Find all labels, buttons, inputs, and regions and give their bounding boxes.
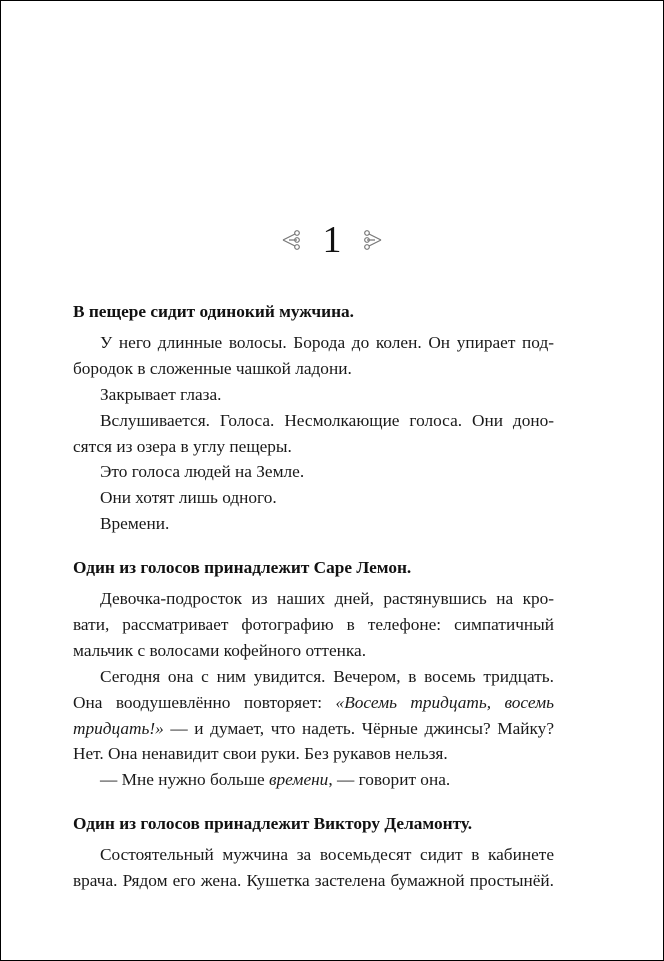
section-heading: Один из голосов принадлежит Саре Лемон. [73,558,412,578]
text-line [73,842,554,868]
text-span: Закрывает глаза. [100,384,222,404]
text-line [73,586,554,612]
text-line [73,767,554,793]
text-span: Времени. [100,514,170,534]
text-line [73,459,554,485]
italic-text: времени [269,770,329,790]
text-span: мальчик с волосами кофейного оттенка. [73,640,367,660]
text-line [73,382,554,408]
text-span: Нет. Она ненавидит свои руки. Без рукавов нельзя. [73,744,448,764]
text-line [73,690,554,716]
text-span: вати, рассматривает фотографию в телефоне: симпатичный [73,615,554,635]
section [73,555,554,793]
text-span: бородок в сложенные чашкой ладони. [73,358,352,378]
text-span: — и думает, что надеть. Чёрные джинсы? Майку? [163,718,554,738]
section-heading: В пещере сидит одинокий мужчина. [73,302,355,321]
text-line [73,868,554,894]
text-line [73,511,554,537]
text-span: Сегодня она с ним увидится. Вечером, в восемь тридцать. [100,666,554,686]
text-span: врача. Рядом его жена. Кушетка застелена бумажной простынёй. [73,871,554,891]
text-span: У него длинные волосы. Борода до колен. Он упирает под- [100,333,554,352]
ornament-left-icon [281,229,303,251]
text-line [73,408,554,434]
italic-text: тридцать!» [73,718,164,738]
italic-text: «Восемь тридцать, восемь [335,692,555,712]
text-span: Это голоса людей на Земле. [100,462,305,482]
text-span: , — говорит она. [328,770,451,790]
text-line [73,485,554,511]
text-line [73,612,554,638]
text-line [73,330,554,356]
chapter-heading [0,218,664,262]
section-heading: Один из голосов принадлежит Виктору Деламонту. [73,814,473,834]
text-span: Она воодушевлённо повторяет: [73,692,336,712]
text-span: Состоятельный мужчина за восемьдесят сидит в кабинете [100,845,554,865]
text-line [73,434,554,460]
text-span: Девочка-подросток из наших дней, растянувшись на кро- [100,589,554,609]
text-line [73,716,554,742]
section [73,811,554,894]
text-line [73,664,554,690]
text-line [73,638,554,664]
text-span: — Мне нужно больше [100,770,270,790]
ornament-right-icon [361,229,383,251]
chapter-number: 1 [322,219,342,261]
text-span: сятся из озера в углу пещеры. [73,436,292,456]
text-span: Они хотят лишь одного. [100,488,277,508]
text-line [73,356,554,382]
text-span: Вслушивается. Голоса. Несмолкающие голоса. Они доно- [100,410,554,430]
body-text [73,299,554,912]
section [73,299,554,537]
text-line [73,741,554,767]
